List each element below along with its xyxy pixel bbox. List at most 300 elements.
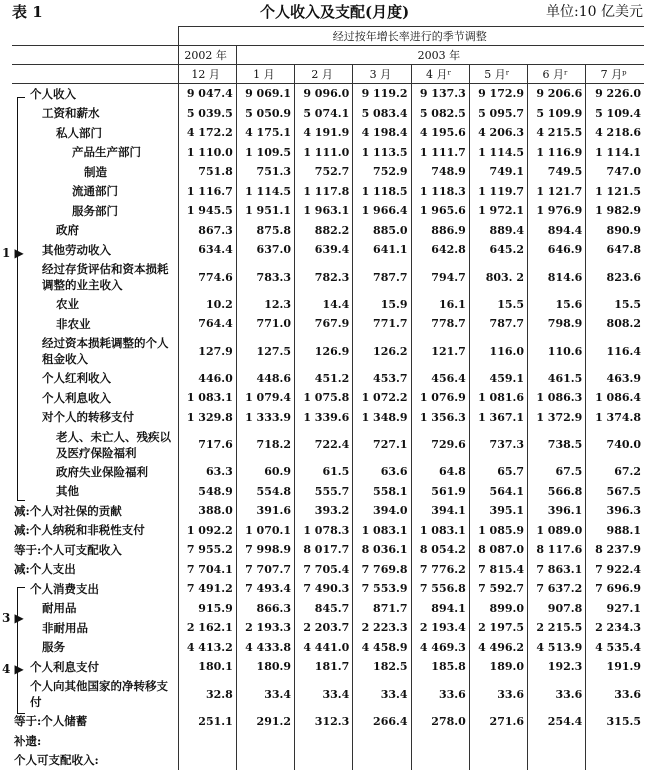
value-cell: 110.6 (528, 334, 586, 369)
value-cell: 774.6 (178, 260, 236, 295)
value-cell: 9 206.6 (528, 84, 586, 104)
value-cell: 1 113.5 (353, 143, 411, 163)
value-cell: 5 082.5 (411, 104, 469, 124)
value-cell (528, 731, 586, 751)
value-cell: 1 083.1 (353, 521, 411, 541)
table-row (12, 334, 644, 369)
value-cell: 787.7 (353, 260, 411, 295)
row-label: 个人红利收入 (42, 371, 111, 386)
value-cell: 1 329.8 (178, 408, 236, 428)
value-cell: 866.3 (236, 599, 294, 619)
table-row (12, 201, 644, 221)
value-cell: 748.9 (411, 162, 469, 182)
row-label: 政府 (56, 223, 79, 238)
value-cell: 5 109.9 (528, 104, 586, 124)
table-row (12, 712, 644, 732)
value-cell: 1 086.4 (586, 388, 644, 408)
value-cell: 1 119.7 (469, 182, 527, 202)
year-2003-header: 2003 年 (236, 46, 644, 65)
value-cell: 1 118.3 (411, 182, 469, 202)
table-row (12, 408, 644, 428)
table-row (12, 143, 644, 163)
value-cell: 1 116.7 (178, 182, 236, 202)
table-row (12, 501, 644, 521)
row-label: 个人消费支出 (30, 581, 99, 596)
value-cell: 121.7 (411, 334, 469, 369)
value-cell: 1 083.1 (411, 521, 469, 541)
value-cell: 1 372.9 (528, 408, 586, 428)
value-cell (411, 751, 469, 771)
value-cell: 67.5 (528, 462, 586, 482)
value-cell: 180.9 (236, 657, 294, 677)
value-cell: 1 085.9 (469, 521, 527, 541)
value-cell: 63.3 (178, 462, 236, 482)
value-cell: 641.1 (353, 240, 411, 260)
value-cell: 396.1 (528, 501, 586, 521)
bracket-personal-outlays (17, 587, 26, 714)
unit-label: 单位:10 亿美元 (546, 4, 643, 20)
value-cell: 456.4 (411, 369, 469, 389)
table-row (12, 240, 644, 260)
value-cell: 764.4 (178, 314, 236, 334)
value-cell: 890.9 (586, 221, 644, 241)
table-row (12, 731, 644, 751)
value-cell: 7 815.4 (469, 560, 527, 580)
row-label: 私人部门 (56, 125, 102, 140)
value-cell (586, 731, 644, 751)
value-cell: 823.6 (586, 260, 644, 295)
row-label: 减:个人支出 (14, 562, 76, 577)
month-header: 3 月 (353, 65, 411, 84)
value-cell: 7 696.9 (586, 579, 644, 599)
row-label: 经过资本损耗调整的个人租金收入 (42, 336, 169, 366)
row-label: 政府失业保险福利 (56, 464, 148, 479)
value-cell (528, 751, 586, 771)
value-cell: 15.5 (586, 295, 644, 315)
row-label: 个人利息收入 (42, 390, 111, 405)
value-cell: 4 513.9 (528, 638, 586, 658)
value-cell: 393.2 (295, 501, 353, 521)
value-cell: 116.4 (586, 334, 644, 369)
value-cell: 4 206.3 (469, 123, 527, 143)
value-cell: 1 367.1 (469, 408, 527, 428)
value-cell: 875.8 (236, 221, 294, 241)
value-cell: 727.1 (353, 427, 411, 462)
value-cell: 7 922.4 (586, 560, 644, 580)
row-label: 等于:个人可支配收入 (14, 542, 122, 557)
value-cell: 1 972.1 (469, 201, 527, 221)
value-cell: 7 553.9 (353, 579, 411, 599)
value-cell (236, 731, 294, 751)
value-cell (178, 731, 236, 751)
value-cell: 1 951.1 (236, 201, 294, 221)
value-cell: 396.3 (586, 501, 644, 521)
value-cell: 291.2 (236, 712, 294, 732)
value-cell: 548.9 (178, 482, 236, 502)
value-cell: 60.9 (236, 462, 294, 482)
row-label: 对个人的转移支付 (42, 410, 134, 425)
value-cell: 459.1 (469, 369, 527, 389)
value-cell: 555.7 (295, 482, 353, 502)
value-cell: 67.2 (586, 462, 644, 482)
table-row (12, 482, 644, 502)
value-cell: 180.1 (178, 657, 236, 677)
value-cell: 14.4 (295, 295, 353, 315)
value-cell: 4 215.5 (528, 123, 586, 143)
value-cell: 1 976.9 (528, 201, 586, 221)
value-cell: 4 195.6 (411, 123, 469, 143)
value-cell: 271.6 (469, 712, 527, 732)
value-cell: 751.3 (236, 162, 294, 182)
value-cell: 9 069.1 (236, 84, 294, 104)
value-cell (586, 751, 644, 771)
value-cell: 1 075.8 (295, 388, 353, 408)
value-cell: 126.2 (353, 334, 411, 369)
value-cell: 794.7 (411, 260, 469, 295)
value-cell: 567.5 (586, 482, 644, 502)
value-cell: 1 963.1 (295, 201, 353, 221)
value-cell: 747.0 (586, 162, 644, 182)
value-cell: 15.5 (469, 295, 527, 315)
row-label: 农业 (56, 297, 79, 312)
value-cell: 12.3 (236, 295, 294, 315)
month-header: 5 月ʳ (469, 65, 527, 84)
value-cell: 254.4 (528, 712, 586, 732)
row-label: 其他劳动收入 (42, 242, 111, 257)
value-cell: 771.7 (353, 314, 411, 334)
row-label: 个人向其他国家的净转移支付 (30, 679, 168, 709)
value-cell: 61.5 (295, 462, 353, 482)
value-cell: 1 118.5 (353, 182, 411, 202)
value-cell: 8 054.2 (411, 540, 469, 560)
value-cell: 1 114.5 (469, 143, 527, 163)
row-label: 补遗: (14, 733, 42, 748)
value-cell: 1 110.0 (178, 143, 236, 163)
value-cell: 5 050.9 (236, 104, 294, 124)
value-cell: 564.1 (469, 482, 527, 502)
value-cell: 395.1 (469, 501, 527, 521)
value-cell: 8 036.1 (353, 540, 411, 560)
row-label: 耐用品 (42, 601, 77, 616)
value-cell: 561.9 (411, 482, 469, 502)
value-cell: 4 198.4 (353, 123, 411, 143)
value-cell: 1 109.5 (236, 143, 294, 163)
value-cell: 9 226.0 (586, 84, 644, 104)
value-cell (353, 751, 411, 771)
value-cell: 767.9 (295, 314, 353, 334)
value-cell: 7 863.1 (528, 560, 586, 580)
value-cell: 461.5 (528, 369, 586, 389)
value-cell: 717.6 (178, 427, 236, 462)
value-cell: 1 089.0 (528, 521, 586, 541)
value-cell: 9 119.2 (353, 84, 411, 104)
row-label: 产品生产部门 (72, 145, 141, 160)
value-cell: 116.0 (469, 334, 527, 369)
value-cell: 867.3 (178, 221, 236, 241)
value-cell: 182.5 (353, 657, 411, 677)
value-cell: 1 092.2 (178, 521, 236, 541)
value-cell: 391.6 (236, 501, 294, 521)
row-label: 服务 (42, 640, 65, 655)
value-cell: 7 705.4 (295, 560, 353, 580)
value-cell: 4 441.0 (295, 638, 353, 658)
income-table (12, 26, 644, 770)
value-cell: 1 121.7 (528, 182, 586, 202)
value-cell: 783.3 (236, 260, 294, 295)
value-cell: 4 175.1 (236, 123, 294, 143)
value-cell: 388.0 (178, 501, 236, 521)
value-cell: 7 707.7 (236, 560, 294, 580)
value-cell: 798.9 (528, 314, 586, 334)
value-cell: 886.9 (411, 221, 469, 241)
value-cell: 845.7 (295, 599, 353, 619)
month-header: 7 月ᵖ (586, 65, 644, 84)
value-cell: 1 339.6 (295, 408, 353, 428)
value-cell: 1 114.5 (236, 182, 294, 202)
value-cell: 915.9 (178, 599, 236, 619)
value-cell: 9 047.4 (178, 84, 236, 104)
table-row (12, 618, 644, 638)
value-cell: 1 083.1 (178, 388, 236, 408)
row-label: 老人、未亡人、残疾以及医疗保险福利 (56, 429, 171, 460)
marker-3: 3 ▶ (2, 611, 24, 625)
month-header: 4 月ʳ (411, 65, 469, 84)
value-cell: 33.6 (469, 677, 527, 712)
value-cell: 463.9 (586, 369, 644, 389)
table-row (12, 369, 644, 389)
value-cell: 4 469.3 (411, 638, 469, 658)
value-cell: 566.8 (528, 482, 586, 502)
row-label: 非农业 (56, 316, 91, 331)
value-cell: 7 704.1 (178, 560, 236, 580)
table-row (12, 677, 644, 712)
value-cell: 127.5 (236, 334, 294, 369)
table-row (12, 462, 644, 482)
value-cell: 127.9 (178, 334, 236, 369)
row-label: 制造 (84, 164, 107, 179)
year-2002-header: 2002 年 (178, 46, 236, 65)
row-label: 减:个人对社保的贡献 (14, 503, 122, 518)
value-cell: 1 078.3 (295, 521, 353, 541)
value-cell (295, 751, 353, 771)
value-cell: 64.8 (411, 462, 469, 482)
value-cell: 32.8 (178, 677, 236, 712)
table-row (12, 221, 644, 241)
table-row (12, 657, 644, 677)
value-cell: 988.1 (586, 521, 644, 541)
table-row (12, 182, 644, 202)
value-cell: 645.2 (469, 240, 527, 260)
value-cell: 729.6 (411, 427, 469, 462)
value-cell: 4 172.2 (178, 123, 236, 143)
value-cell: 751.8 (178, 162, 236, 182)
marker-1: 1 ▶ (2, 246, 24, 260)
value-cell: 4 218.6 (586, 123, 644, 143)
value-cell: 8 017.7 (295, 540, 353, 560)
value-cell: 7 998.9 (236, 540, 294, 560)
value-cell: 2 162.1 (178, 618, 236, 638)
value-cell: 752.7 (295, 162, 353, 182)
table-row (12, 162, 644, 182)
table-row (12, 314, 644, 334)
value-cell: 1 079.4 (236, 388, 294, 408)
value-cell: 2 223.3 (353, 618, 411, 638)
value-cell: 7 491.2 (178, 579, 236, 599)
row-label: 其他 (56, 484, 79, 499)
row-label: 流通部门 (72, 184, 118, 199)
value-cell: 5 039.5 (178, 104, 236, 124)
value-cell: 1 086.3 (528, 388, 586, 408)
value-cell: 33.6 (411, 677, 469, 712)
value-cell: 894.4 (528, 221, 586, 241)
value-cell: 647.8 (586, 240, 644, 260)
value-cell: 1 111.0 (295, 143, 353, 163)
value-cell: 9 172.9 (469, 84, 527, 104)
page-title: 个人收入及支配(月度) (260, 3, 410, 21)
row-label: 个人利息支付 (30, 659, 99, 674)
value-cell: 7 493.4 (236, 579, 294, 599)
value-cell: 192.3 (528, 657, 586, 677)
value-cell: 1 081.6 (469, 388, 527, 408)
value-cell: 7 556.8 (411, 579, 469, 599)
value-cell: 2 193.4 (411, 618, 469, 638)
value-cell: 1 111.7 (411, 143, 469, 163)
table-row (12, 579, 644, 599)
value-cell: 15.9 (353, 295, 411, 315)
value-cell: 871.7 (353, 599, 411, 619)
value-cell: 778.7 (411, 314, 469, 334)
value-cell: 738.5 (528, 427, 586, 462)
value-cell: 65.7 (469, 462, 527, 482)
value-cell (469, 751, 527, 771)
value-cell: 189.0 (469, 657, 527, 677)
value-cell: 1 121.5 (586, 182, 644, 202)
value-cell: 2 215.5 (528, 618, 586, 638)
value-cell: 15.6 (528, 295, 586, 315)
value-cell: 181.7 (295, 657, 353, 677)
value-cell: 1 982.9 (586, 201, 644, 221)
value-cell: 882.2 (295, 221, 353, 241)
value-cell: 451.2 (295, 369, 353, 389)
value-cell: 554.8 (236, 482, 294, 502)
value-cell: 1 072.2 (353, 388, 411, 408)
value-cell: 894.1 (411, 599, 469, 619)
table-row (12, 521, 644, 541)
row-label: 工资和薪水 (42, 106, 100, 121)
value-cell: 9 096.0 (295, 84, 353, 104)
value-cell: 814.6 (528, 260, 586, 295)
group-header: 经过按年增长率进行的季节调整 (178, 27, 644, 46)
value-cell: 16.1 (411, 295, 469, 315)
table-number: 表 1 (12, 3, 43, 21)
value-cell: 4 496.2 (469, 638, 527, 658)
value-cell: 1 116.9 (528, 143, 586, 163)
table-row (12, 84, 644, 104)
row-label: 个人收入 (30, 86, 76, 101)
value-cell: 7 769.8 (353, 560, 411, 580)
table-row (12, 560, 644, 580)
month-header: 2 月 (295, 65, 353, 84)
value-cell (469, 731, 527, 751)
value-cell: 899.0 (469, 599, 527, 619)
value-cell: 8 237.9 (586, 540, 644, 560)
value-cell: 33.4 (353, 677, 411, 712)
value-cell: 2 193.3 (236, 618, 294, 638)
value-cell: 251.1 (178, 712, 236, 732)
value-cell: 8 117.6 (528, 540, 586, 560)
value-cell: 1 070.1 (236, 521, 294, 541)
row-label: 服务部门 (72, 203, 118, 218)
value-cell: 718.2 (236, 427, 294, 462)
value-cell: 266.4 (353, 712, 411, 732)
value-cell: 1 966.4 (353, 201, 411, 221)
value-cell: 10.2 (178, 295, 236, 315)
value-cell: 5 095.7 (469, 104, 527, 124)
value-cell: 394.1 (411, 501, 469, 521)
value-cell: 637.0 (236, 240, 294, 260)
row-label: 非耐用品 (42, 620, 88, 635)
month-header: 12 月 (178, 65, 236, 84)
value-cell: 448.6 (236, 369, 294, 389)
value-cell: 185.8 (411, 657, 469, 677)
value-cell: 907.8 (528, 599, 586, 619)
value-cell: 33.6 (528, 677, 586, 712)
value-cell: 33.4 (295, 677, 353, 712)
marker-4: 4 ▶ (2, 662, 24, 676)
value-cell: 5 083.4 (353, 104, 411, 124)
value-cell: 1 348.9 (353, 408, 411, 428)
value-cell: 394.0 (353, 501, 411, 521)
value-cell: 7 592.7 (469, 579, 527, 599)
value-cell (178, 751, 236, 771)
value-cell: 4 433.8 (236, 638, 294, 658)
value-cell (353, 731, 411, 751)
value-cell (295, 731, 353, 751)
value-cell: 749.5 (528, 162, 586, 182)
value-cell: 8 087.0 (469, 540, 527, 560)
value-cell: 453.7 (353, 369, 411, 389)
value-cell: 4 413.2 (178, 638, 236, 658)
table-row (12, 427, 644, 462)
value-cell: 803. 2 (469, 260, 527, 295)
value-cell (236, 751, 294, 771)
value-cell: 63.6 (353, 462, 411, 482)
value-cell: 737.3 (469, 427, 527, 462)
value-cell: 558.1 (353, 482, 411, 502)
value-cell: 808.2 (586, 314, 644, 334)
value-cell: 782.3 (295, 260, 353, 295)
value-cell: 1 333.9 (236, 408, 294, 428)
value-cell: 639.4 (295, 240, 353, 260)
value-cell: 752.9 (353, 162, 411, 182)
value-cell: 722.4 (295, 427, 353, 462)
value-cell: 7 955.2 (178, 540, 236, 560)
value-cell: 885.0 (353, 221, 411, 241)
value-cell: 2 203.7 (295, 618, 353, 638)
table-row (12, 260, 644, 295)
table-row (12, 638, 644, 658)
table-row (12, 751, 644, 771)
value-cell: 278.0 (411, 712, 469, 732)
value-cell: 1 076.9 (411, 388, 469, 408)
month-header: 1 月 (236, 65, 294, 84)
table-row (12, 388, 644, 408)
value-cell: 4 191.9 (295, 123, 353, 143)
value-cell: 2 197.5 (469, 618, 527, 638)
value-cell: 9 137.3 (411, 84, 469, 104)
value-cell: 7 776.2 (411, 560, 469, 580)
month-header: 6 月ʳ (528, 65, 586, 84)
